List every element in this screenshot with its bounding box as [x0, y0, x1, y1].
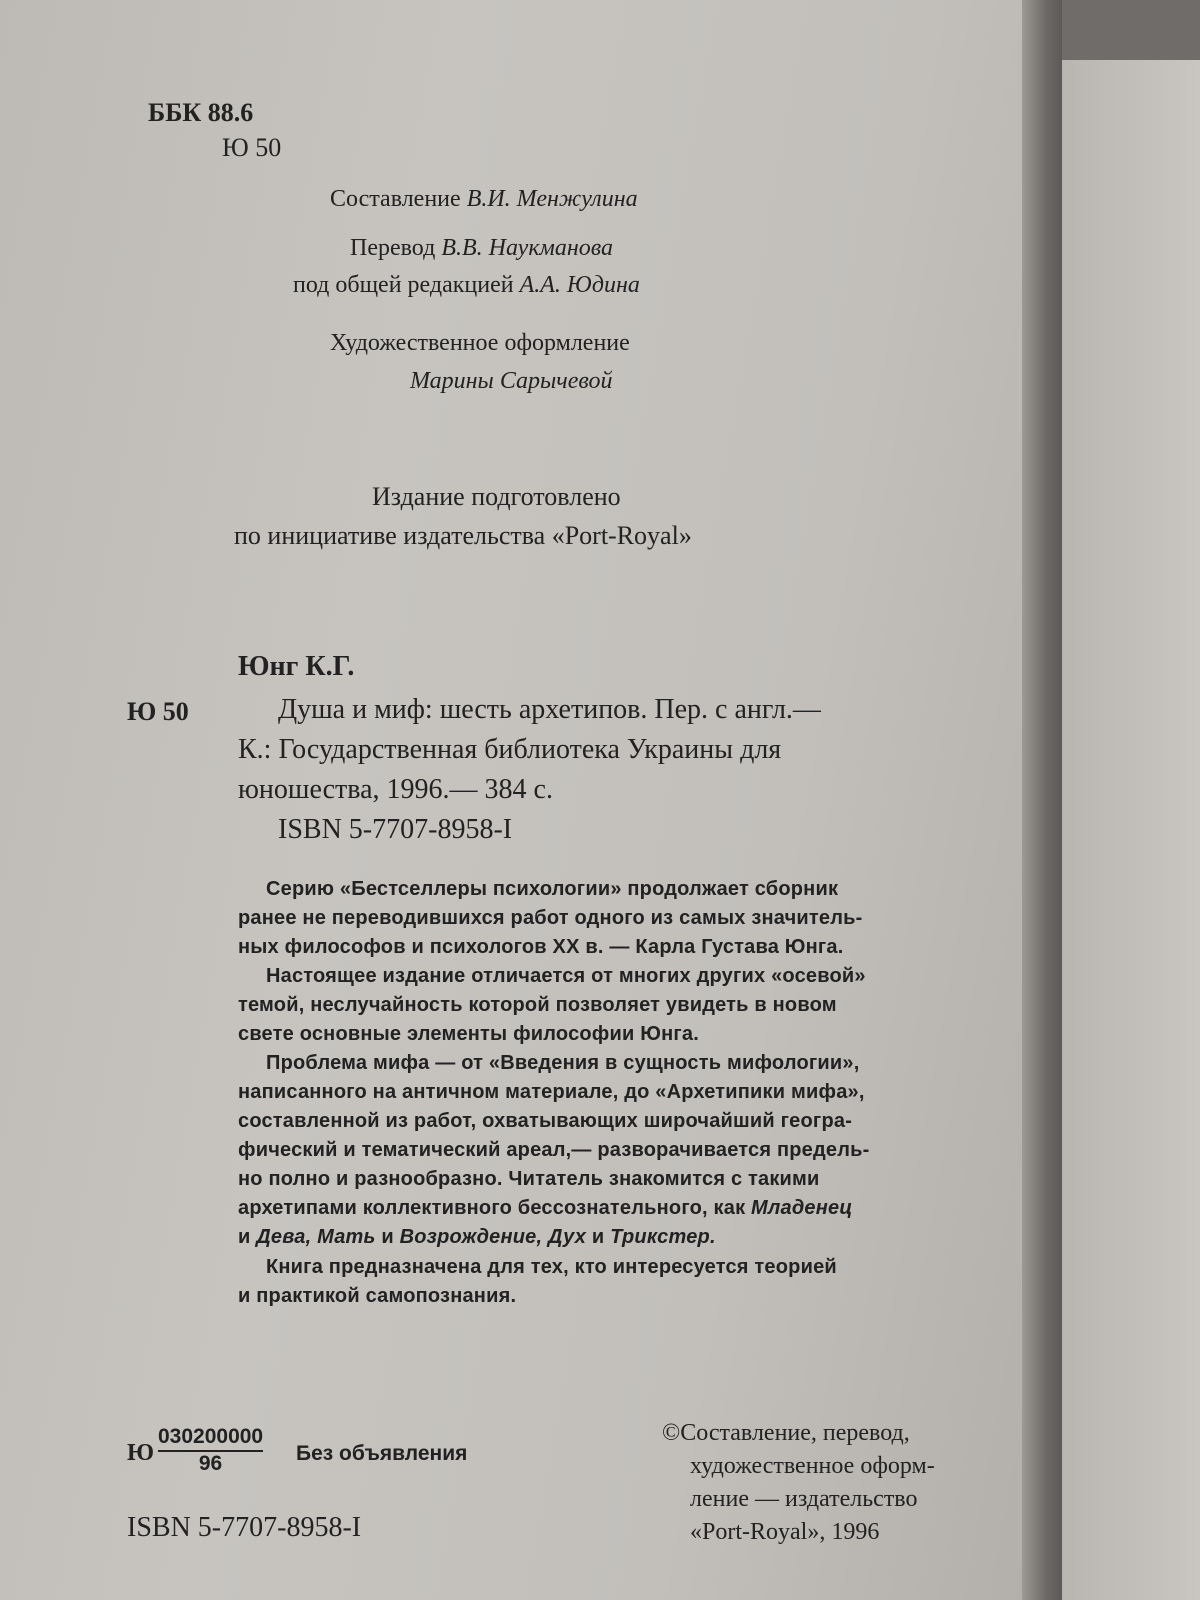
copyright-line: ©Составление, перевод, [662, 1420, 910, 1446]
catalog-code: Ю 50 [222, 133, 282, 162]
annotation-line: темой, неслучайность которой позволяет увидеть в новом [238, 994, 837, 1016]
editor-credit [293, 272, 640, 299]
translation-name: В.В. Наукманова [441, 235, 614, 261]
annotation-line: ных философов и психологов XX в. — Карла Густава Юнга. [238, 936, 844, 958]
archetypes-intro-text: архетипами коллективного бессознательного, как [238, 1197, 746, 1219]
annotation-line: Настоящее издание отличается от многих других «осевой» [266, 965, 866, 987]
annotation-line-archetypes [238, 1226, 716, 1249]
catalog-code-side: Ю 50 [127, 697, 189, 726]
conjunction: и [381, 1226, 394, 1248]
compiler-credit [330, 186, 638, 213]
annotation-line: ранее не переводившихся работ одного из самых значитель- [238, 907, 863, 929]
annotation-line: Книга предназначена для тех, кто интересуется теорией [266, 1256, 837, 1278]
compiler-label: Составление [330, 186, 461, 212]
annotation-line: свете основные элементы философии Юнга. [238, 1023, 699, 1045]
design-label: Художественное оформление [330, 330, 630, 356]
copyright-line: ление — издательство [690, 1486, 918, 1512]
annotation-line: фический и тематический ареал,— разворачивается предель- [238, 1139, 870, 1161]
conjunction: и [591, 1226, 605, 1248]
annotation-line: и практикой самопознания. [238, 1285, 517, 1307]
archetype-name: Младенец [751, 1197, 853, 1219]
initiative-line-1: Издание подготовлено [372, 482, 621, 511]
archetype-name: Мать [317, 1226, 376, 1248]
translation-credit [350, 235, 613, 262]
price-fraction [158, 1425, 263, 1476]
author-name: Юнг К.Г. [238, 651, 355, 682]
bbk-code: ББК 88.6 [148, 98, 254, 127]
archetype-name: Трикстер. [610, 1226, 716, 1248]
catalog-title-line-2: К.: Государственная библиотека Украины для [238, 734, 782, 765]
initiative-line-2: по инициативе издательства «Port-Royal» [234, 521, 692, 550]
fraction-numerator: 030200000 [158, 1425, 263, 1452]
book-gutter [1022, 0, 1062, 1600]
translation-label: Перевод [350, 235, 436, 261]
annotation-line: составленной из работ, охватывающих широчайший геогра- [238, 1110, 853, 1132]
fraction-denominator: 96 [198, 1452, 223, 1475]
archetype-name: Дева, [256, 1226, 312, 1248]
copyright-line: художественное оформ- [690, 1453, 935, 1479]
footer-letter: Ю [127, 1440, 155, 1466]
editor-label: под общей редакцией [293, 272, 514, 298]
copyright-line: «Port-Royal», 1996 [690, 1519, 880, 1545]
footer-isbn: ISBN 5-7707-8958-I [127, 1512, 362, 1543]
archetype-name: Возрождение, [399, 1226, 543, 1248]
design-name: Марины Сарычевой [410, 368, 613, 394]
catalog-isbn: ISBN 5-7707-8958-I [278, 814, 513, 845]
editor-name: А.А. Юдина [519, 272, 640, 298]
compiler-name: В.И. Менжулина [466, 186, 638, 212]
catalog-title-line-3: юношества, 1996.— 384 с. [238, 774, 553, 805]
annotation-line-archetypes-intro [238, 1197, 852, 1220]
adjacent-page [1062, 60, 1200, 1600]
annotation-line: Серию «Бестселлеры психологии» продолжает сборник [266, 878, 839, 900]
archetype-name: Дух [548, 1226, 587, 1248]
catalog-title-line-1: Душа и миф: шесть архетипов. Пер. с англ.— [278, 694, 821, 725]
annotation-line: написанного на античном материале, до «Архетипики мифа», [238, 1081, 865, 1103]
annotation-line: но полно и разнообразно. Читатель знакомится с такими [238, 1168, 820, 1190]
conjunction: и [238, 1226, 251, 1248]
no-ads-note: Без объявления [296, 1442, 468, 1465]
annotation-line: Проблема мифа — от «Введения в сущность мифологии», [266, 1052, 860, 1074]
